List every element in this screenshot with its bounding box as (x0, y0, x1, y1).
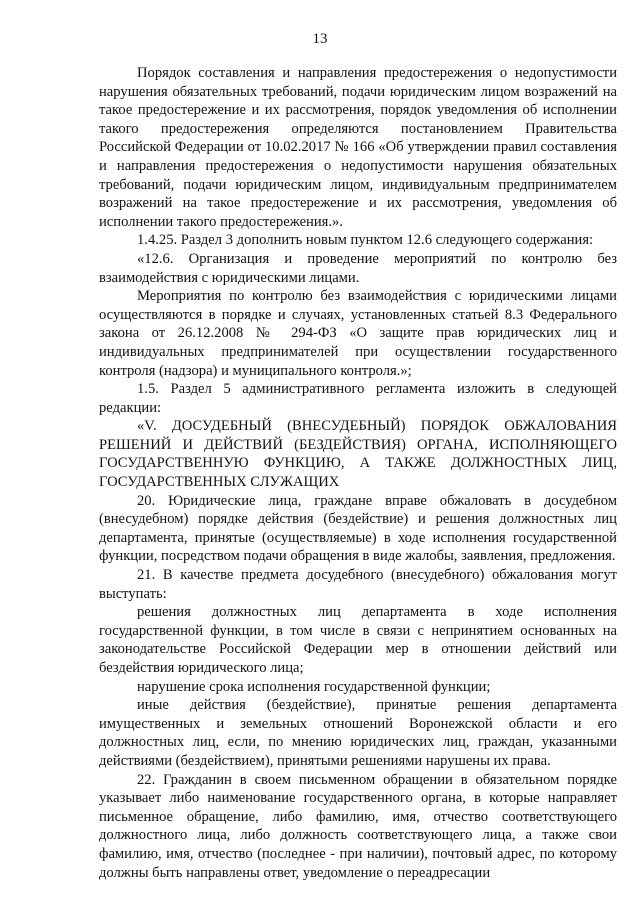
paragraph-21-item-other-actions: иные действия (бездействие), принятые решения департамента имущественных и земельных отношений Воронежской области и его должностных лиц, если, по мнению юридических лиц, граждан, указанными действиями (бездействием), принятыми решениями нарушены их права. (99, 697, 617, 769)
document-body (99, 64, 617, 882)
paragraph-warning-procedure: Порядок составления и направления предостережения о недопустимости нарушения обязательных требований, подачи юридическим лицом возражений на такое предостережение и их рассмотрения, порядок уведомления об исполнении такого предостережения определяются постановлением Правительства Российской Федерации от 10.02.2017 № 166 «Об утверждении правил составления и направления предостережения о недопустимости нарушения обязательных требований, подачи юридическим лицом, индивидуальным предпринимателем возражений на такое предостережение и их рассмотрения, уведомления об исполнении такого предостережения.». (99, 65, 617, 230)
section-v-heading: «V. ДОСУДЕБНЫЙ (ВНЕСУДЕБНЫЙ) ПОРЯДОК ОБЖАЛОВАНИЯ РЕШЕНИЙ И ДЕЙСТВИЙ (БЕЗДЕЙСТВИЯ) ОРГАНА, ИСПОЛНЯЮЩЕГО ГОСУДАРСТВЕННУЮ ФУНКЦИЮ, А ТАКЖЕ ДОЛЖНОСТНЫХ ЛИЦ, ГОСУДАРСТВЕННЫХ СЛУЖАЩИХ (99, 418, 617, 491)
paragraph-1-5: 1.5. Раздел 5 административного регламента изложить в следующей редакции: (99, 381, 617, 416)
paragraph-22: 22. Гражданин в своем письменном обращении в обязательном порядке указывает либо наименование государственного органа, в которые направляет письменное обращение, либо фамилию, имя, отчество соответствующего должностного лица, либо должность соответствующего лица, а также свои фамилию, имя, отчество (последнее - при наличии), почтовый адрес, по которому должны быть направлены ответ, уведомление о переадресации (99, 771, 617, 881)
paragraph-21-item-decisions: решения должностных лиц департамента в ходе исполнения государственной функции, в том числе в связи с непринятием основанных на законодательстве Российской Федерации мер в отношении действий или бездействия юридического лица; (99, 604, 617, 676)
paragraph-21: 21. В качестве предмета досудебного (внесудебного) обжалования могут выступать: (99, 567, 617, 602)
paragraph-20: 20. Юридические лица, граждане вправе обжаловать в досудебном (внесудебном) порядке действия (бездействие) и решения должностных лиц департамента, принятые (осуществляемые) в ходе исполнения государственной функции, посредством подачи обращения в виде жалобы, заявления, предложения. (99, 492, 617, 565)
paragraph-control-measures: Мероприятия по контролю без взаимодействия с юридическими лицами осуществляются в порядке и случаях, установленных статьей 8.3 Федерального закона от 26.12.2008 № 294-ФЗ «О защите прав юридических лиц и индивидуальных предпринимателей при осуществлении государственного контроля (надзора) и муниципального контроля.»; (99, 288, 617, 379)
paragraph-21-item-deadline: нарушение срока исполнения государственной функции; (137, 678, 491, 695)
page-number: 13 (312, 31, 328, 47)
paragraph-1-4-25: 1.4.25. Раздел 3 дополнить новым пунктом 12.6 следующего содержания: (137, 232, 594, 249)
paragraph-12-6: «12.6. Организация и проведение мероприятий по контролю без взаимодействия с юридическими лицами. (99, 250, 617, 286)
